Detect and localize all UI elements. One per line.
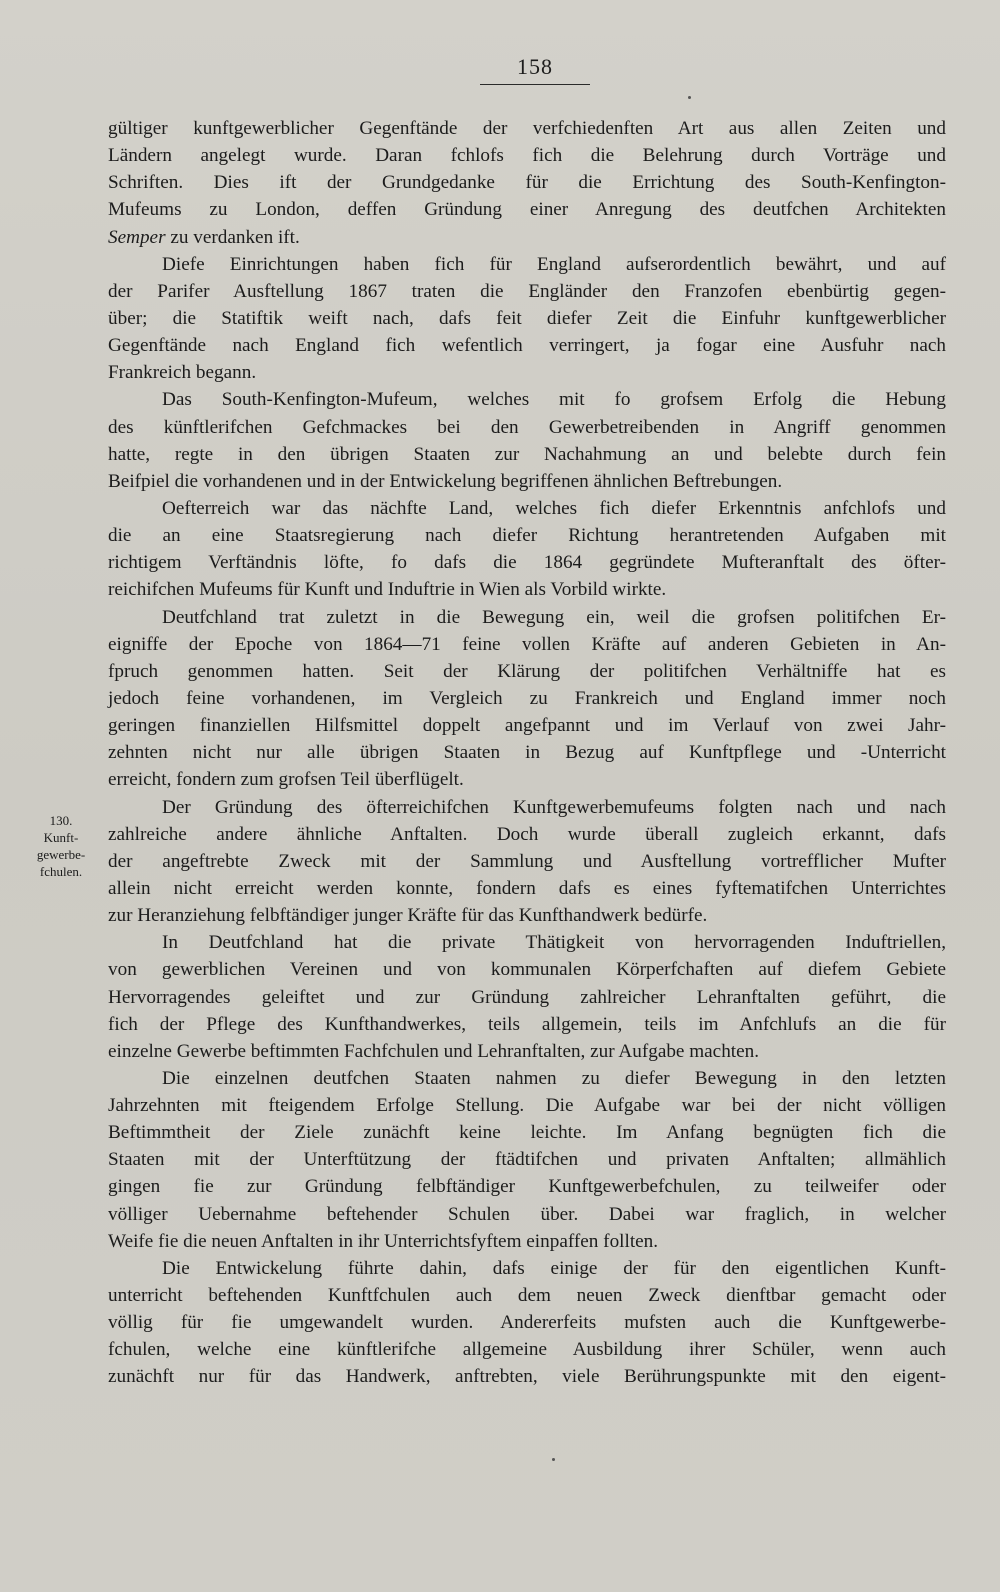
paragraph <box>108 115 946 251</box>
text-line: Weife fie die neuen Anftalten in ihr Unterrichtsfyftem einpaffen follten. <box>108 1230 659 1252</box>
paragraph <box>108 604 946 794</box>
text-line: völliger Uebernahme beftehender Schulen über. Dabei war fraglich, in welcher <box>108 1203 946 1225</box>
text-line: Beftimmtheit der Ziele zunächft keine leichte. Im Anfang begnügten fich die <box>108 1122 946 1144</box>
text-line: zunächft nur für das Handwerk, anftrebten, viele Berührungspunkte mit den eigent- <box>108 1366 946 1388</box>
text-line: des künftlerifchen Gefchmackes bei den Gewerbetreibenden in Angriff genommen <box>108 416 946 438</box>
text-line: Das South-Kenfington-Mufeum, welches mit fo grofsem Erfolg die Hebung <box>162 389 946 411</box>
text-line: Der Gründung des öfterreichifchen Kunftgewerbemufeums folgten nach und nach <box>162 796 946 818</box>
text-line: Staaten mit der Unterftützung der ftädtifchen und privaten Anftalten; allmählich <box>108 1149 946 1171</box>
text-line: eigniffe der Epoche von 1864—71 feine vollen Kräfte auf anderen Gebieten in An- <box>108 633 946 655</box>
text-line: zahlreiche andere ähnliche Anftalten. Doch wurde überall zugleich erkannt, dafs <box>108 823 946 845</box>
text-line: fchulen, welche eine künftlerifche allgemeine Ausbildung ihrer Schüler, wenn auch <box>108 1339 946 1361</box>
margin-note-number: 130. <box>49 813 73 828</box>
text-line: der angeftrebte Zweck mit der Sammlung und Ausftellung vortrefflicher Mufter <box>108 850 946 872</box>
text-line: Jahrzehnten mit fteigendem Erfolge Stellung. Die Aufgabe war bei der nicht völligen <box>108 1095 946 1117</box>
paragraph <box>108 1255 946 1391</box>
text-line: zur Heranziehung felbftändiger junger Kräfte für das Kunfthandwerk bedürfe. <box>108 905 708 927</box>
text-line: Mufeums zu London, deffen Gründung einer Anregung des deutfchen Architekten <box>108 199 946 221</box>
margin-note-line: gewerbe- <box>36 847 86 862</box>
text-line: Gegenftände nach England fich wefentlich verringert, ja fogar eine Ausfuhr nach <box>108 335 946 357</box>
paragraph <box>108 495 946 604</box>
body-text <box>108 115 946 1391</box>
margin-note-line: Kunft- <box>43 830 79 845</box>
text-line: erreicht, fondern zum grofsen Teil überflügelt. <box>108 769 464 791</box>
paragraph <box>108 1065 946 1255</box>
page-number: 158 <box>480 54 590 85</box>
text-line: richtigem Verftändnis löfte, fo dafs die 1864 gegründete Mufteranftalt des öfter- <box>108 552 946 574</box>
text-line: zehnten nicht nur alle übrigen Staaten in Bezug auf Kunftpflege und -Unterricht <box>108 742 946 764</box>
text-line: Die Entwickelung führte dahin, dafs einige der für den eigentlichen Kunft- <box>162 1257 946 1279</box>
paragraph <box>108 929 946 1065</box>
text-line: unterricht beftehenden Kunftfchulen auch dem neuen Zweck dienftbar gemacht oder <box>108 1285 946 1307</box>
text-line: allein nicht erreicht werden konnte, fondern dafs es eines fyftematifchen Unterrichtes <box>108 877 946 899</box>
text-line: von gewerblichen Vereinen und von kommunalen Körperfchaften auf diefem Gebiete <box>108 959 946 981</box>
text-line: jedoch feine vorhandenen, im Vergleich zu Frankreich und England immer noch <box>108 687 946 709</box>
text-line: Schriften. Dies ift der Grundgedanke für die Errichtung des South-Kenfington- <box>108 172 946 194</box>
text-line: die an eine Staatsregierung nach diefer Richtung herantretenden Aufgaben mit <box>108 525 946 547</box>
text-line: In Deutfchland hat die private Thätigkeit von hervorragenden Induftriellen, <box>162 932 946 954</box>
text-line: gültiger kunftgewerblicher Gegenftände der verfchiedenften Art aus allen Zeiten und <box>108 118 946 139</box>
text-line: Frankreich begann. <box>108 362 257 384</box>
text-line: fpruch genommen hatten. Seit der Klärung der politifchen Verhältniffe hat es <box>108 660 946 682</box>
text-line: Die einzelnen deutfchen Staaten nahmen zu diefer Bewegung in den letzten <box>162 1067 946 1089</box>
paragraph <box>108 794 946 930</box>
text-line: Diefe Einrichtungen haben fich für England aufserordentlich bewährt, und auf <box>162 253 946 275</box>
text-line: hatte, regte in den übrigen Staaten zur Nachahmung an und belebte durch fein <box>108 443 946 465</box>
margin-note-line: fchulen. <box>39 864 83 879</box>
text-line: fich der Pflege des Kunfthandwerkes, teils allgemein, teils im Anfchlufs an die für <box>108 1013 946 1035</box>
text-line: Deutfchland trat zuletzt in die Bewegung ein, weil die grofsen politifchen Er- <box>162 606 946 628</box>
text-line: reichifchen Mufeums für Kunft und Induftrie in Wien als Vorbild wirkte. <box>108 579 667 601</box>
speck-mark <box>688 96 691 99</box>
text-line: der Parifer Ausftellung 1867 traten die Engländer den Franzofen ebenbürtig gegen- <box>108 280 946 302</box>
paragraph <box>108 386 946 495</box>
text-line: über; die Statiftik weift nach, dafs feit diefer Zeit die Einfuhr kunftgewerblicher <box>108 307 946 329</box>
text-line: Hervorragendes geleiftet und zur Gründung zahlreicher Lehranftalten geführt, die <box>108 986 946 1008</box>
speck-mark <box>552 1458 555 1461</box>
text-line: völlig für fie umgewandelt wurden. Andererfeits mufsten auch die Kunftgewerbe- <box>108 1312 946 1334</box>
text-line: gingen fie zur Gründung felbftändiger Kunftgewerbefchulen, zu teilweifer oder <box>108 1176 946 1198</box>
text-line: Semper zu verdanken ift. <box>108 226 300 248</box>
text-line: Oefterreich war das nächfte Land, welches fich diefer Erkenntnis anfchlofs und <box>162 497 946 519</box>
text-line: geringen finanziellen Hilfsmittel doppelt angefpannt und im Verlauf von zwei Jahr- <box>108 715 946 737</box>
text-line: einzelne Gewerbe beftimmten Fachfchulen und Lehranftalten, zur Aufgabe machten. <box>108 1040 760 1062</box>
text-line: Ländern angelegt wurde. Daran fchlofs fich die Belehrung durch Vorträge und <box>108 145 946 167</box>
text-line: Beifpiel die vorhandenen und in der Entwickelung begriffenen ähnlichen Beftrebungen. <box>108 470 783 492</box>
margin-note <box>18 812 104 880</box>
paragraph <box>108 251 946 387</box>
